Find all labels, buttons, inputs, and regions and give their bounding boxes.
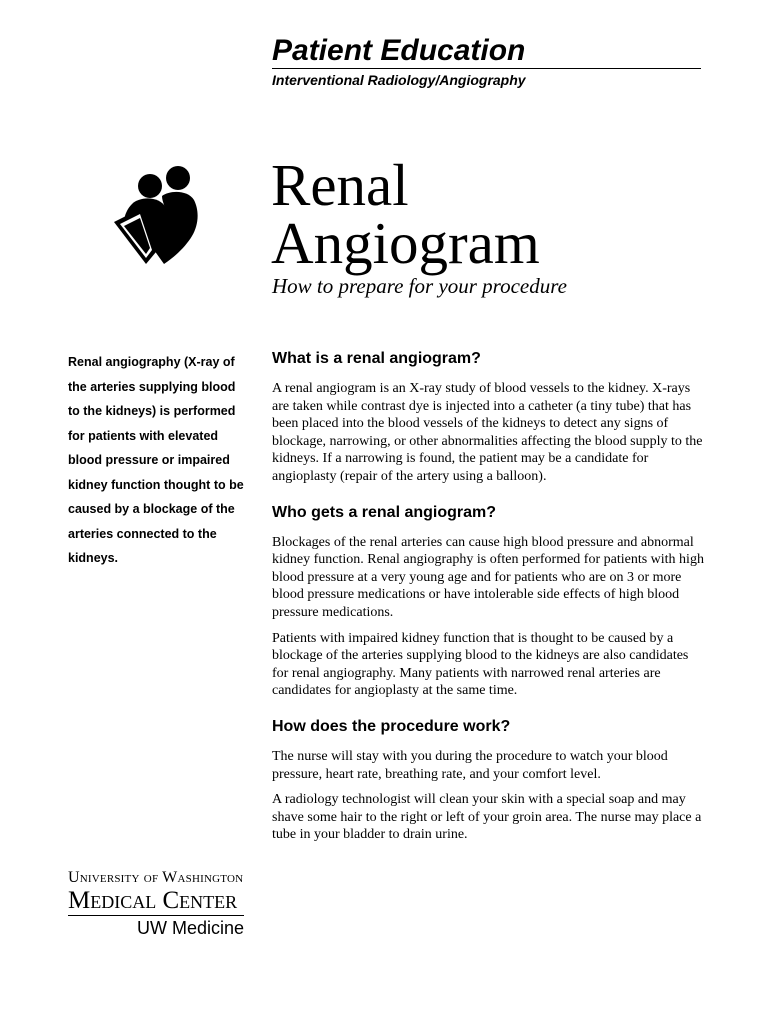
header-divider	[272, 68, 701, 69]
logo-medical-center-text: Medical Center	[68, 887, 238, 914]
logo-divider	[68, 915, 244, 916]
people-reading-icon	[112, 160, 204, 268]
logo-uw-medicine-text: UW Medicine	[136, 918, 244, 938]
section-who-gets	[272, 502, 704, 700]
section-paragraph: Patients with impaired kidney function that is thought to be caused by a blockage of the arteries supplying blood to the kidneys are also candidates for renal angiography. Many patients with narrowed renal arteries are candidates for angioplasty at the same time.	[272, 630, 689, 699]
section-paragraph: The nurse will stay with you during the procedure to watch your blood pressure, heart rate, breathing rate, and your comfort level.	[272, 748, 668, 782]
section-paragraph: A renal angiogram is an X-ray study of blood vessels to the kidney. X-rays are taken while contrast dye is injected into a catheter (a tiny tube) that has been placed into the blood vessels of the kidneys to detect any signs of blockage, narrowing, or other abnormalities affecting the blood supply to the kidneys. If a narrowing is found, the patient may be a candidate for angioplasty (repair of the artery using a balloon).	[272, 381, 703, 484]
section-paragraph: Blockages of the renal arteries can cause high blood pressure and abnormal kidney function. Renal angiography is often performed for patients with high blood pressure at a very young age and for patients who are on 3 or more blood pressure medications or have intolerable side effects of high blood pressure medications.	[272, 534, 704, 620]
section-how-works	[272, 716, 704, 844]
document-subtitle: How to prepare for your procedure	[272, 274, 567, 298]
header-title: Patient Education	[272, 34, 526, 67]
document-title-line2: Angiogram	[271, 210, 540, 276]
section-heading: What is a renal angiogram?	[272, 350, 481, 367]
logo-university-text: University of Washington	[68, 869, 244, 886]
section-heading: Who gets a renal angiogram?	[272, 503, 497, 521]
document-title	[271, 152, 711, 276]
sidebar-summary: Renal angiography (X-ray of the arteries supplying blood to the kidneys) is performed for patients with elevated blood pressure or impaired kidney function thought to be caused by a blockage of the arteries connected to the kidneys.	[68, 355, 244, 565]
uw-medical-center-logo	[68, 868, 258, 938]
document-title-line1: Renal	[271, 152, 409, 218]
main-content	[272, 348, 704, 860]
section-heading: How does the procedure work?	[272, 717, 511, 735]
section-paragraph: A radiology technologist will clean your skin with a special soap and may shave some hair to the right or left of your groin area. The nurse may place a tube in your bladder to drain urine.	[272, 792, 702, 843]
section-what-is	[272, 348, 704, 486]
header-subtitle: Interventional Radiology/Angiography	[272, 72, 526, 88]
